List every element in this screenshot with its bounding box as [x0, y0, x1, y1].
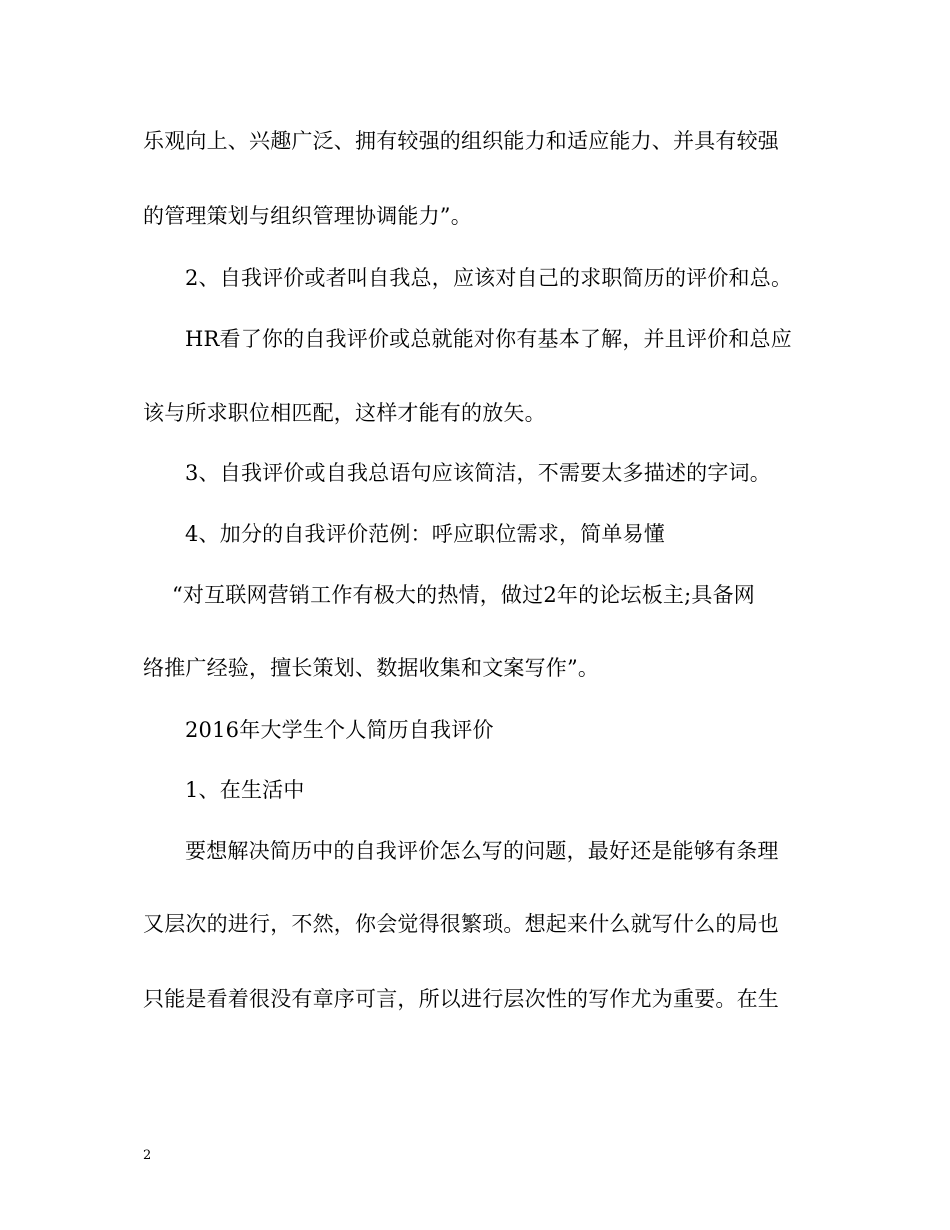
text-line-12: 要想解决简历中的自我评价怎么写的问题，最好还是能够有条理 [185, 839, 779, 863]
text-line-11: 1、在生活中 [185, 778, 305, 802]
text-line-8: “对互联网营销工作有极大的热情，做过2年的论坛板主;具备网 [172, 583, 755, 607]
text-line-5: 该与所求职位相匹配，这样才能有的放矢。 [143, 401, 546, 425]
text-line-4: HR看了你的自我评价或总就能对你有基本了解，并且评价和总应 [185, 327, 792, 351]
text-line-2: 的管理策划与组织管理协调能力”。 [143, 204, 472, 228]
text-line-10: 2016年大学生个人简历自我评价 [185, 718, 494, 742]
text-line-9: 络推广经验，擅长策划、数据收集和文案写作”。 [143, 656, 600, 680]
page-number: 2 [143, 1148, 152, 1163]
text-line-14: 只能是看着很没有章序可言，所以进行层次性的写作尤为重要。在生 [143, 987, 779, 1011]
text-line-1: 乐观向上、兴趣广泛、拥有较强的组织能力和适应能力、并具有较强 [143, 129, 779, 153]
text-line-7: 4、加分的自我评价范例：呼应职位需求，简单易懂 [185, 522, 665, 546]
text-line-6: 3、自我评价或自我总语句应该简洁，不需要太多描述的字词。 [185, 461, 771, 485]
text-line-3: 2、自我评价或者叫自我总，应该对自己的求职简历的评价和总。 [185, 266, 793, 290]
text-line-13: 又层次的进行，不然，你会觉得很繁琐。想起来什么就写什么的局也 [143, 912, 779, 936]
